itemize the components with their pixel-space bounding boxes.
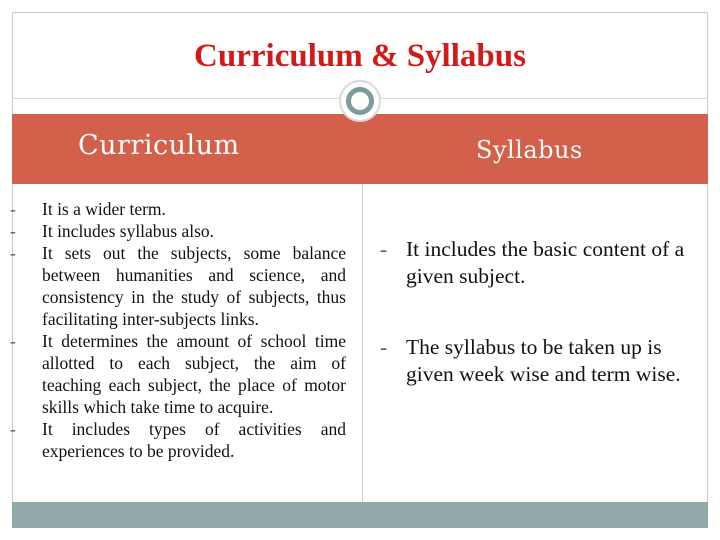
bullet-dash: - [10, 199, 16, 219]
list-item [10, 220, 346, 242]
list-item-text: It determines the amount of school time allotted to each subject, the aim of teaching each subject, the place of motor skills which take time to acquire. [42, 331, 346, 417]
list-item-text: It is a wider term. [42, 199, 166, 219]
bullet-dash: - [380, 237, 388, 261]
column-divider [362, 184, 363, 502]
circle-ornament-inner [346, 87, 374, 115]
bullet-dash: - [10, 331, 16, 351]
list-item [10, 330, 346, 418]
list-item-text: The syllabus to be taken up is given week wise and term wise. [406, 335, 681, 386]
curriculum-list [10, 198, 346, 462]
syllabus-heading: Syllabus [476, 136, 583, 164]
bullet-dash: - [10, 221, 16, 241]
bullet-dash: - [380, 335, 388, 359]
list-item [380, 334, 700, 388]
syllabus-list [380, 236, 700, 388]
footer-band [12, 502, 708, 528]
list-item-text: It includes syllabus also. [42, 221, 215, 241]
bullet-dash: - [10, 419, 16, 439]
list-item [380, 236, 700, 290]
circle-ornament-icon [339, 80, 381, 122]
list-item-text: It sets out the subjects, some balance between humanities and science, and consistency in the study of subjects, thus facilitating inter-subjects links. [42, 243, 346, 329]
list-item [10, 242, 346, 330]
slide-title: Curriculum & Syllabus [194, 38, 526, 74]
curriculum-heading: Curriculum [78, 130, 240, 161]
list-item [10, 418, 346, 462]
list-item-text: It includes the basic content of a given subject. [406, 237, 685, 288]
bullet-dash: - [10, 243, 16, 263]
list-item-text: It includes types of activities and experiences to be provided. [42, 419, 346, 461]
list-item [10, 198, 346, 220]
